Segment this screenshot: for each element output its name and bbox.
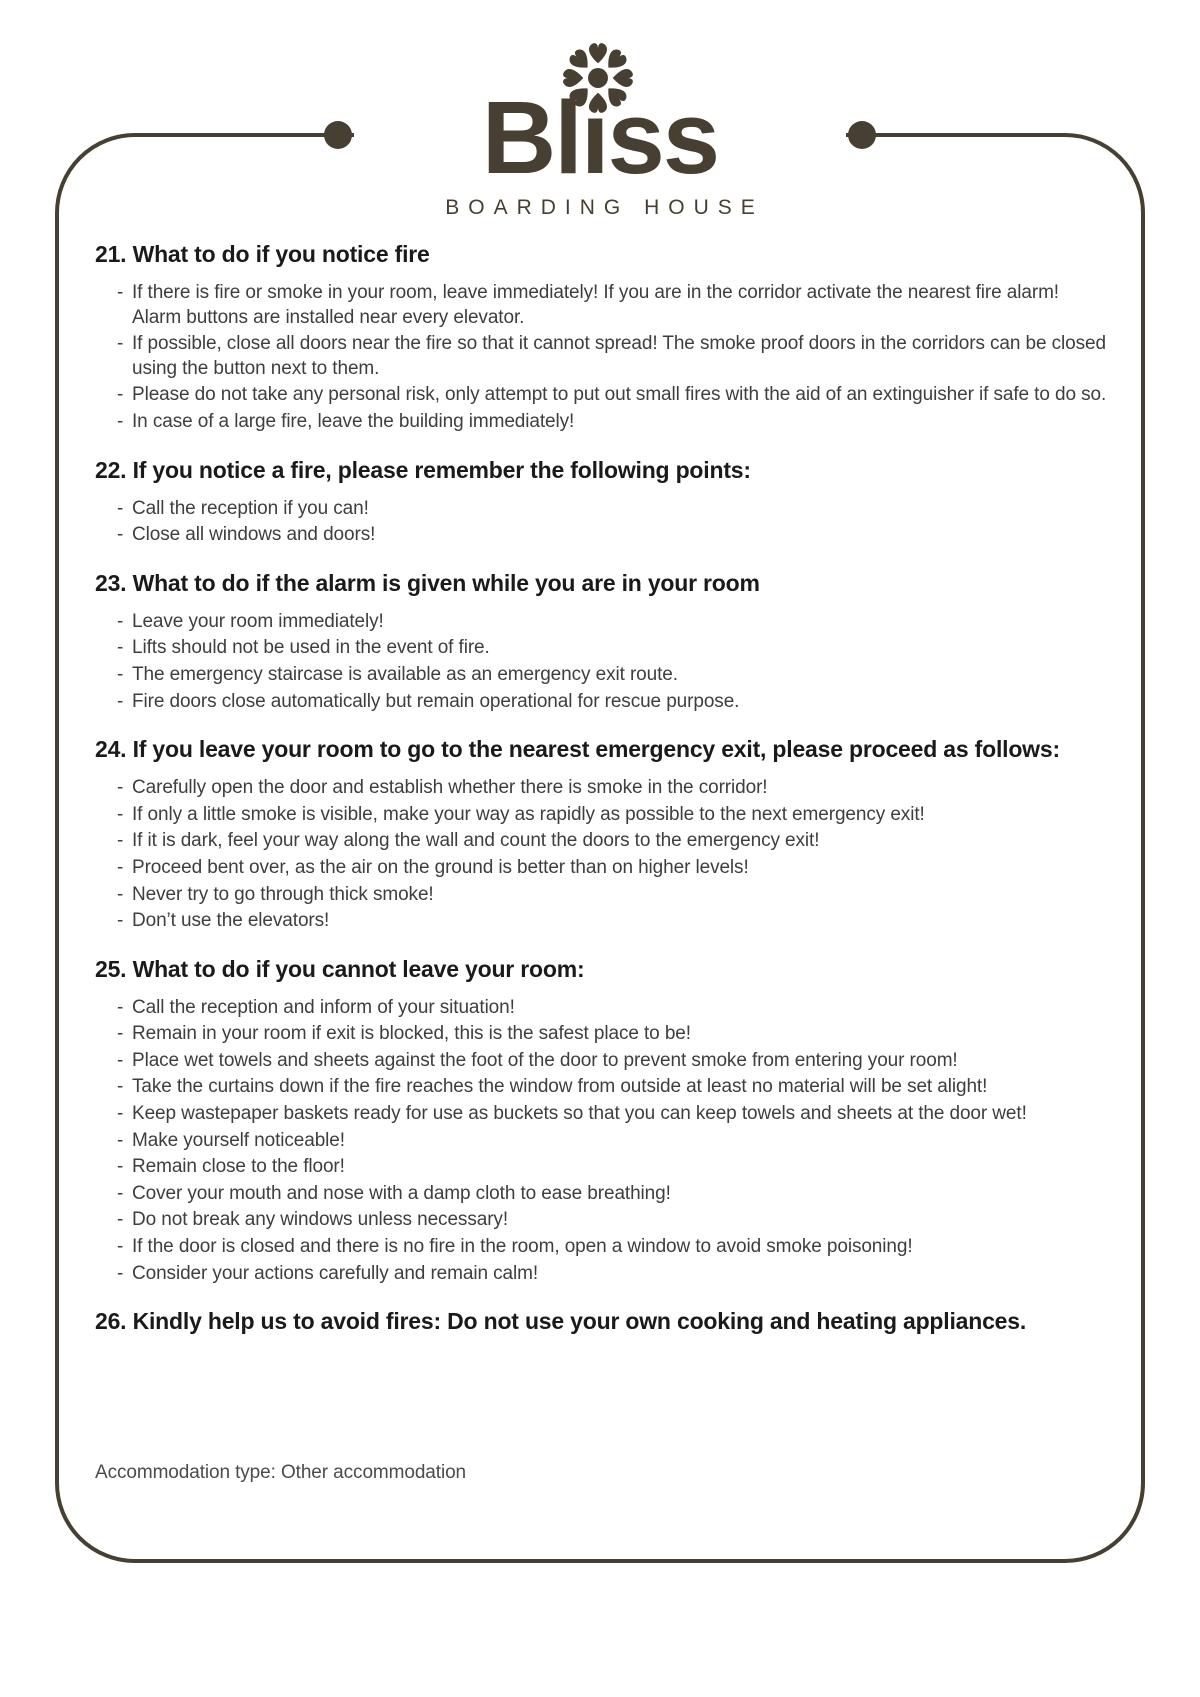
instruction-text: If only a little smoke is visible, make your way as rapidly as possible to the next emergency exit! bbox=[132, 803, 925, 825]
section-item-list bbox=[95, 281, 1107, 435]
instruction-item bbox=[95, 497, 1107, 522]
instruction-item bbox=[95, 636, 1107, 661]
section-title: What to do if you notice fire bbox=[132, 241, 430, 267]
section-heading bbox=[95, 1307, 1107, 1335]
bullet-dash: - bbox=[117, 663, 124, 685]
section-number: 22. bbox=[95, 456, 133, 483]
instruction-item bbox=[95, 776, 1107, 801]
instruction-text: Remain in your room if exit is blocked, this is the safest place to be! bbox=[132, 1023, 691, 1045]
instruction-item bbox=[95, 1075, 1107, 1100]
bullet-dash: - bbox=[117, 1103, 124, 1125]
instruction-section bbox=[95, 569, 1107, 714]
instruction-text: The emergency staircase is available as an emergency exit route. bbox=[132, 663, 678, 685]
instruction-text: In case of a large fire, leave the building immediately! bbox=[132, 410, 575, 432]
instruction-item bbox=[95, 410, 1107, 435]
brand-subtitle: BOARDING HOUSE bbox=[445, 196, 764, 219]
instruction-text: Never try to go through thick smoke! bbox=[132, 883, 434, 905]
bullet-dash: - bbox=[117, 1182, 124, 1204]
instruction-text: Don’t use the elevators! bbox=[132, 910, 330, 932]
instruction-item bbox=[95, 1235, 1107, 1260]
section-heading bbox=[95, 456, 1107, 484]
instruction-item bbox=[95, 883, 1107, 908]
instructions-document bbox=[95, 240, 1107, 1348]
section-item-list bbox=[95, 610, 1107, 714]
instruction-item bbox=[95, 1155, 1107, 1180]
instruction-text: If the door is closed and there is no fire in the room, open a window to avoid smoke poisoning! bbox=[132, 1236, 913, 1258]
bullet-dash: - bbox=[117, 524, 124, 546]
bullet-dash: - bbox=[117, 497, 124, 519]
instruction-item bbox=[95, 663, 1107, 688]
instruction-text: Consider your actions carefully and remain calm! bbox=[132, 1262, 538, 1284]
bullet-dash: - bbox=[117, 777, 124, 799]
instruction-item bbox=[95, 523, 1107, 548]
section-number: 26. bbox=[95, 1308, 133, 1335]
instruction-section bbox=[95, 1307, 1107, 1335]
instruction-item bbox=[95, 1102, 1107, 1127]
bullet-dash: - bbox=[117, 1076, 124, 1098]
instruction-text: Proceed bent over, as the air on the ground is better than on higher levels! bbox=[132, 856, 749, 878]
section-heading bbox=[95, 735, 1107, 763]
instruction-item bbox=[95, 332, 1107, 381]
instruction-item bbox=[95, 690, 1107, 715]
instruction-section bbox=[95, 735, 1107, 934]
instruction-item bbox=[95, 1022, 1107, 1047]
instruction-text: Remain close to the floor! bbox=[132, 1156, 345, 1178]
bullet-dash: - bbox=[117, 282, 124, 303]
bullet-dash: - bbox=[117, 410, 124, 432]
bullet-dash: - bbox=[117, 637, 124, 659]
section-heading bbox=[95, 240, 1107, 268]
instruction-text: If it is dark, feel your way along the wall and count the doors to the emergency exit! bbox=[132, 830, 820, 852]
section-number: 21. bbox=[95, 241, 133, 267]
section-item-list bbox=[95, 776, 1107, 934]
instruction-section bbox=[95, 240, 1107, 435]
instruction-text: Place wet towels and sheets against the foot of the door to prevent smoke from entering your room! bbox=[132, 1049, 958, 1071]
instruction-item bbox=[95, 610, 1107, 635]
instruction-text: Make yourself noticeable! bbox=[132, 1129, 345, 1151]
instruction-section bbox=[95, 456, 1107, 548]
instruction-item bbox=[95, 996, 1107, 1021]
bullet-dash: - bbox=[117, 610, 124, 632]
bullet-dash: - bbox=[117, 1023, 124, 1045]
instruction-text: Call the reception if you can! bbox=[132, 497, 369, 519]
bullet-dash: - bbox=[117, 1049, 124, 1071]
bullet-dash: - bbox=[117, 1236, 124, 1258]
instruction-text: Please do not take any personal risk, only attempt to put out small fires with the aid of an extinguisher if safe to do so. bbox=[132, 384, 1107, 406]
section-number: 23. bbox=[95, 569, 133, 596]
bullet-dash: - bbox=[117, 1156, 124, 1178]
section-item-list bbox=[95, 497, 1107, 548]
bullet-dash: - bbox=[117, 910, 124, 932]
accommodation-type-label: Accommodation type: Other accommodation bbox=[95, 1462, 466, 1483]
instruction-item bbox=[95, 803, 1107, 828]
instruction-item bbox=[95, 829, 1107, 854]
section-title: If you leave your room to go to the nearest emergency exit, please proceed as follows: bbox=[132, 736, 1060, 763]
bullet-dash: - bbox=[117, 1262, 124, 1284]
section-title: What to do if the alarm is given while you are in your room bbox=[132, 569, 760, 596]
instruction-text: Leave your room immediately! bbox=[132, 610, 384, 632]
bullet-dash: - bbox=[117, 333, 124, 355]
instruction-text: Call the reception and inform of your situation! bbox=[132, 996, 515, 1018]
instruction-item bbox=[95, 1262, 1107, 1287]
bullet-dash: - bbox=[117, 1129, 124, 1151]
section-item-list bbox=[95, 996, 1107, 1287]
brand-wordmark: Blıss bbox=[481, 80, 719, 195]
bullet-dash: - bbox=[117, 883, 124, 905]
section-title: Kindly help us to avoid fires: Do not use your own cooking and heating appliances. bbox=[132, 1308, 1027, 1335]
bullet-dash: - bbox=[117, 690, 124, 712]
instruction-text: Do not break any windows unless necessary! bbox=[132, 1209, 508, 1231]
instruction-item bbox=[95, 909, 1107, 934]
instruction-text: If there is fire or smoke in your room, leave immediately! If you are in the corridor activate the nearest fire alarm! Alarm buttons are installed near every elevator. bbox=[132, 282, 1059, 328]
instruction-item bbox=[95, 1049, 1107, 1074]
instruction-item bbox=[95, 281, 1107, 330]
section-heading bbox=[95, 955, 1107, 983]
instruction-item bbox=[95, 856, 1107, 881]
instruction-text: Cover your mouth and nose with a damp cloth to ease breathing! bbox=[132, 1182, 671, 1204]
instruction-text: Lifts should not be used in the event of fire. bbox=[132, 637, 490, 659]
instruction-text: Close all windows and doors! bbox=[132, 524, 376, 546]
instruction-item bbox=[95, 383, 1107, 408]
bullet-dash: - bbox=[117, 830, 124, 852]
bullet-dash: - bbox=[117, 996, 124, 1018]
section-number: 25. bbox=[95, 955, 133, 982]
instruction-text: Keep wastepaper baskets ready for use as buckets so that you can keep towels and sheets at the door wet! bbox=[132, 1103, 1027, 1125]
section-heading bbox=[95, 569, 1107, 597]
bullet-dash: - bbox=[117, 856, 124, 878]
instruction-text: If possible, close all doors near the fire so that it cannot spread! The smoke proof doors in the corridors can be closed using the button next to them. bbox=[132, 333, 1106, 379]
instruction-item bbox=[95, 1182, 1107, 1207]
bullet-dash: - bbox=[117, 1209, 124, 1231]
bullet-dash: - bbox=[117, 803, 124, 825]
instruction-item bbox=[95, 1129, 1107, 1154]
instruction-item bbox=[95, 1208, 1107, 1233]
instruction-section bbox=[95, 955, 1107, 1287]
instruction-text: Take the curtains down if the fire reaches the window from outside at least no material will be set alight! bbox=[132, 1076, 988, 1098]
section-title: If you notice a fire, please remember the following points: bbox=[132, 456, 751, 483]
instruction-text: Carefully open the door and establish whether there is smoke in the corridor! bbox=[132, 777, 768, 799]
section-number: 24. bbox=[95, 736, 133, 763]
instruction-text: Fire doors close automatically but remain operational for rescue purpose. bbox=[132, 690, 740, 712]
section-title: What to do if you cannot leave your room: bbox=[132, 955, 585, 982]
bullet-dash: - bbox=[117, 384, 124, 406]
